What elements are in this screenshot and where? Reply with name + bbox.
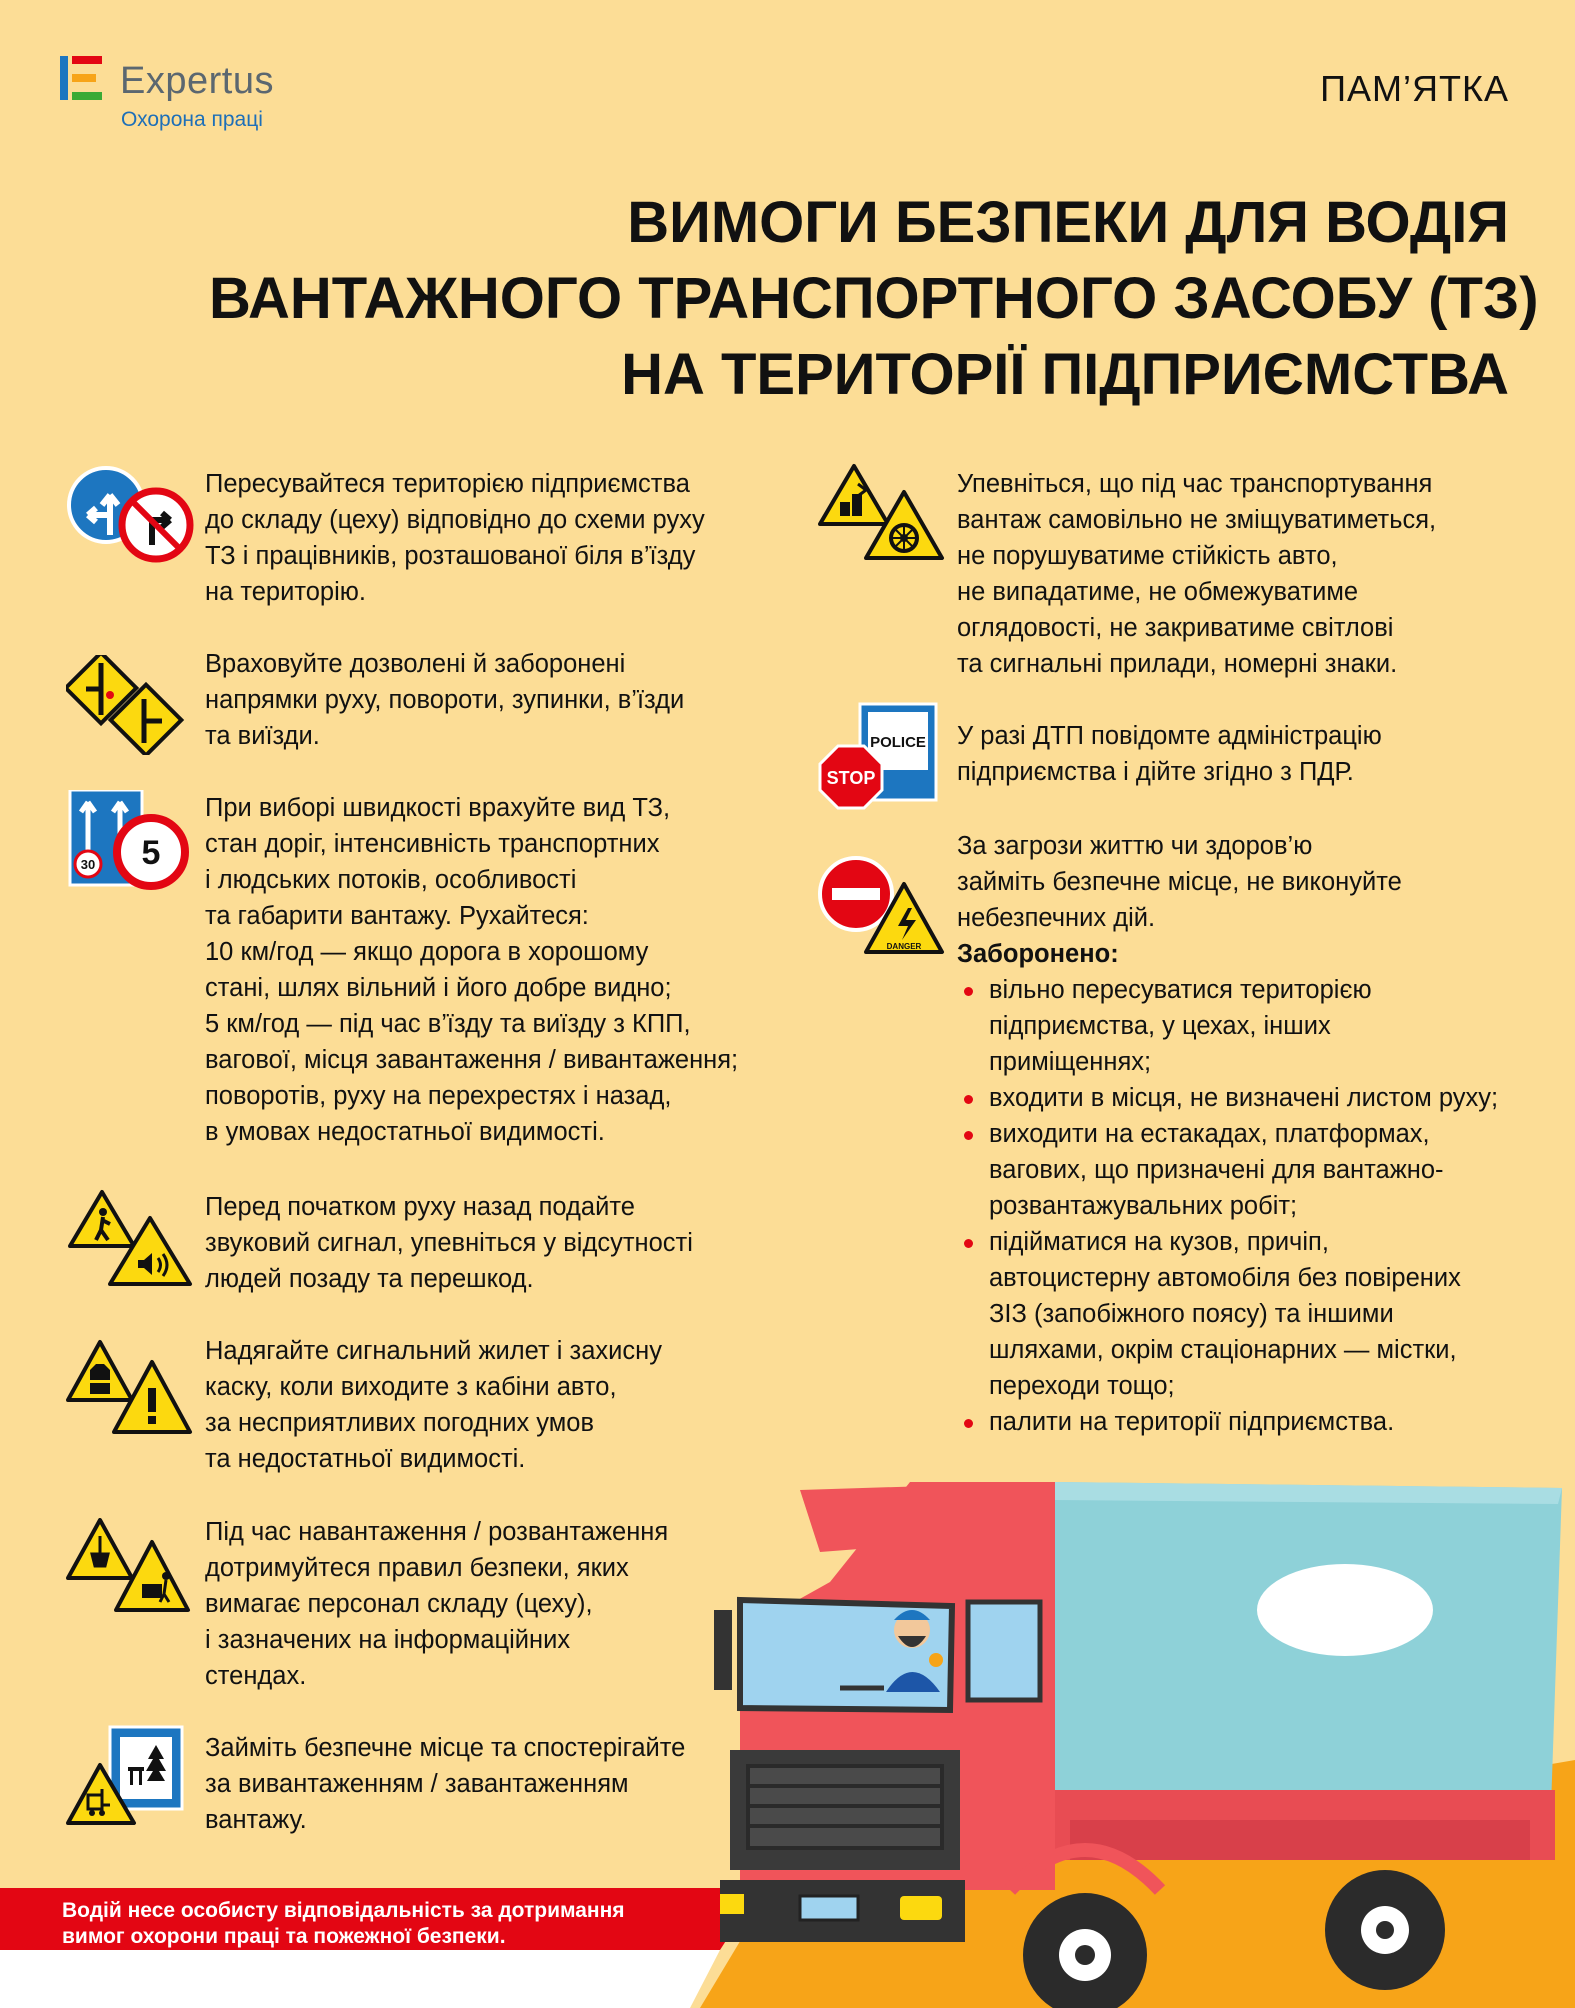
rule-text <box>957 718 1382 790</box>
danger-sign-label: DANGER <box>886 942 922 951</box>
rule-text <box>205 1333 662 1477</box>
title-line: ВАНТАЖНОГО ТРАНСПОРТНОГО ЗАСОБУ (ТЗ) <box>209 266 1539 331</box>
truck-illustration <box>700 1460 1575 2008</box>
speed-signs-icon <box>66 790 196 890</box>
text-line: вантаж самовільно не зміщуватиметься, <box>957 506 1437 534</box>
forbidden-item <box>957 1224 1498 1404</box>
text-line: переходи тощо; <box>989 1372 1175 1400</box>
text-line: вагової, місця завантаження / вивантаження; <box>205 1046 739 1074</box>
text-line: приміщеннях; <box>989 1048 1152 1076</box>
forbidden-item <box>957 1116 1498 1224</box>
forbidden-title: Заборонено: <box>957 940 1119 968</box>
safe-place-forklift-signs-icon <box>66 1725 196 1825</box>
text-line: підійматися на кузов, причіп, <box>989 1228 1329 1256</box>
rule-text <box>957 466 1436 682</box>
text-line: 5 км/год — під час в’їзду та виїзду з КПП, <box>205 1010 691 1038</box>
text-line: та сигнальні прилади, номерні знаки. <box>957 650 1398 678</box>
text-line: Перед початком руху назад подайте <box>205 1193 635 1221</box>
forbidden-item <box>957 972 1498 1080</box>
text-line: автоцистерну автомобіля без повірених <box>989 1264 1461 1292</box>
text-line: і зазначених на інформаційних <box>205 1626 571 1654</box>
forbidden-item <box>957 1080 1498 1116</box>
text-line: входити в місця, не визначені листом руху; <box>989 1084 1499 1112</box>
text-line: виходити на естакадах, платформах, <box>989 1120 1430 1148</box>
text-line: 10 км/год — якщо дорога в хорошому <box>205 938 649 966</box>
text-line: за вивантаженням / завантаженням <box>205 1770 629 1798</box>
svg-text:30: 30 <box>80 857 96 872</box>
text-line: до складу (цеху) відповідно до схеми руху <box>205 506 705 534</box>
text-line: вимагає персонал складу (цеху), <box>205 1590 593 1618</box>
cargo-shift-signs-icon <box>818 462 948 562</box>
text-line: Надягайте сигнальний жилет і захисну <box>205 1337 662 1365</box>
text-line: не випадатиме, не обмежуватиме <box>957 578 1359 606</box>
police-sign-label: POLICE <box>870 734 926 751</box>
rule-text <box>205 790 738 1150</box>
pedestrian-sound-signs-icon <box>66 1188 196 1288</box>
text-line: Під час навантаження / розвантаження <box>205 1518 669 1546</box>
text-line: і людських потоків, особливості <box>205 866 577 894</box>
page-title <box>209 185 1539 413</box>
text-line: палити на території підприємства. <box>989 1408 1395 1436</box>
direction-signs-icon <box>66 465 196 565</box>
text-line: У разі ДТП повідомте адміністрацію <box>957 722 1382 750</box>
title-line: НА ТЕРИТОРІЇ ПІДПРИЄМСТВА <box>621 342 1509 407</box>
rule-text <box>957 828 1498 1440</box>
rule-text <box>205 646 684 754</box>
text-line: вільно пересуватися територією <box>989 976 1372 1004</box>
text-line: шляхами, окрім стаціонарних — містки, <box>989 1336 1457 1364</box>
text-line: поворотів, руху на перехрестях і назад, <box>205 1082 672 1110</box>
text-line: та недостатньої видимості. <box>205 1445 526 1473</box>
stop-sign-label: STOP <box>826 768 876 788</box>
text-line: За загрози життю чи здоров’ю <box>957 832 1313 860</box>
document-type: ПАМ’ЯТКА <box>1320 68 1509 109</box>
text-line: дотримуйтеся правил безпеки, яких <box>205 1554 629 1582</box>
text-line: розвантажувальних робіт; <box>989 1192 1298 1220</box>
text-line: на територію. <box>205 578 366 606</box>
text-line: вантажу. <box>205 1806 307 1834</box>
text-line: При виборі швидкості врахуйте вид ТЗ, <box>205 794 671 822</box>
text-line: займіть безпечне місце, не виконуйте <box>957 868 1402 896</box>
text-line: каску, коли виходите з кабіни авто, <box>205 1373 617 1401</box>
text-line: стан доріг, інтенсивність транспортних <box>205 830 660 858</box>
text-line: за несприятливих погодних умов <box>205 1409 594 1437</box>
text-line: стані, шлях вільний і його добре видно; <box>205 974 672 1002</box>
expertus-logo-icon <box>60 56 102 100</box>
text-line: підприємства, у цехах, інших <box>989 1012 1331 1040</box>
text-line: Займіть безпечне місце та спостерігайте <box>205 1734 686 1762</box>
junction-signs-icon <box>66 655 196 755</box>
svg-text:5: 5 <box>141 834 161 872</box>
vest-warning-signs-icon <box>66 1338 196 1438</box>
text-line: Упевніться, що під час транспортування <box>957 470 1433 498</box>
text-line: напрямки руху, повороти, зупинки, в’їзди <box>205 686 685 714</box>
rule-text <box>205 1189 693 1297</box>
rule-text <box>205 1730 685 1838</box>
text-line: звуковий сигнал, упевніться у відсутності <box>205 1229 693 1257</box>
text-line: стендах. <box>205 1662 307 1690</box>
forbidden-item <box>957 1404 1498 1440</box>
load-hazard-signs-icon <box>66 1518 196 1618</box>
brand-logo <box>60 52 320 142</box>
text-line: небезпечних дій. <box>957 904 1156 932</box>
police-stop-signs-icon <box>818 700 948 820</box>
no-entry-danger-signs-icon <box>818 856 948 956</box>
text-line: ТЗ і працівників, розташованої біля в’їзду <box>205 542 696 570</box>
title-line: ВИМОГИ БЕЗПЕКИ ДЛЯ ВОДІЯ <box>627 190 1509 255</box>
footer-line: Водій несе особисту відповідальність за дотримання <box>62 1899 625 1922</box>
text-line: та виїзди. <box>205 722 320 750</box>
footer-note <box>62 1898 625 1950</box>
text-line: Враховуйте дозволені й заборонені <box>205 650 626 678</box>
text-line: оглядовості, не закриватиме світлові <box>957 614 1394 642</box>
brand-subtitle: Охорона праці <box>121 108 263 131</box>
text-line: не порушуватиме стійкість авто, <box>957 542 1338 570</box>
text-line: підприємства і дійте згідно з ПДР. <box>957 758 1354 786</box>
footer-line: вимог охорони праці та пожежної безпеки. <box>62 1925 506 1948</box>
rule-text <box>205 1514 668 1694</box>
text-line: Пересувайтеся територією підприємства <box>205 470 690 498</box>
text-line: та габарити вантажу. Рухайтеся: <box>205 902 589 930</box>
forbidden-list <box>957 972 1498 1440</box>
rule-text <box>205 466 705 610</box>
text-line: людей позаду та перешкод. <box>205 1265 534 1293</box>
text-line: ЗІЗ (запобіжного поясу) та іншими <box>989 1300 1394 1328</box>
text-line: вагових, що призначені для вантажно- <box>989 1156 1444 1184</box>
text-line: в умовах недостатньої видимості. <box>205 1118 605 1146</box>
brand-name: Expertus <box>120 60 274 102</box>
